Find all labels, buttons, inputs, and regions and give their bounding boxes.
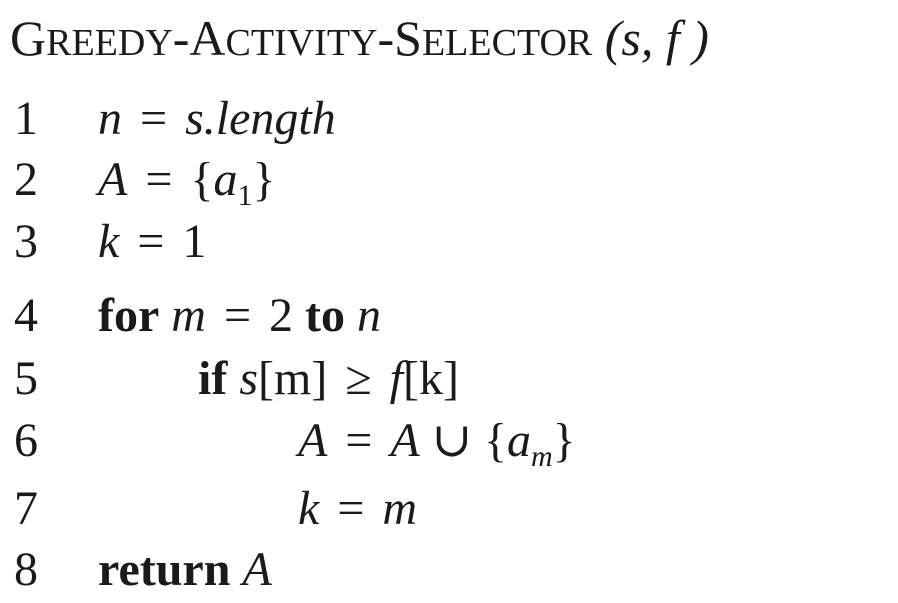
title-letter-a: -A [172, 10, 226, 66]
value: 1 [182, 215, 207, 268]
union-operator: ∪ [431, 414, 472, 467]
var-m: m [171, 289, 206, 342]
start-value: 2 [269, 289, 294, 342]
operator: = [337, 482, 365, 535]
var-m: m [382, 482, 418, 535]
operator: = [223, 289, 252, 342]
line-number: 6 [14, 414, 38, 467]
title-letters-ctivity: CTIVITY [225, 22, 378, 64]
keyword-to: to [305, 289, 346, 342]
line-number: 5 [14, 352, 38, 405]
procedure-title [10, 8, 709, 73]
title-letter-g: G [10, 10, 47, 66]
brace-close: } [552, 414, 576, 467]
var-a1: a [213, 153, 238, 206]
var-k: k [98, 215, 120, 268]
line-number: 1 [14, 92, 38, 145]
subscript: m [531, 440, 553, 473]
line-number: 3 [14, 215, 38, 268]
line-code [98, 287, 381, 345]
operator: = [137, 215, 165, 268]
keyword-for: for [98, 289, 160, 342]
line-code [298, 412, 576, 486]
index-k: [k] [403, 352, 459, 405]
expr-s-length: s.length [185, 92, 336, 145]
subscript: 1 [237, 179, 253, 212]
operator: = [140, 92, 168, 145]
var-a: A [298, 414, 328, 467]
title-params: (s, f ) [604, 10, 709, 66]
title-letters-elector: ELECTOR [421, 22, 593, 64]
brace-open: { [483, 414, 507, 467]
var-n: n [98, 92, 122, 145]
operator: = [345, 414, 373, 467]
var-a: A [98, 153, 128, 206]
line-number: 2 [14, 153, 38, 206]
keyword-return: return [98, 543, 231, 596]
line-number: 8 [14, 543, 38, 596]
index-m: [m] [258, 352, 328, 405]
var-a: A [242, 543, 272, 596]
var-n: n [357, 289, 382, 342]
brace-open: { [190, 153, 214, 206]
line-number: 4 [14, 289, 38, 342]
var-a-rhs: A [390, 414, 420, 467]
var-k: k [298, 482, 320, 535]
operator: = [145, 153, 173, 206]
line-code [198, 350, 459, 408]
brace-close: } [252, 153, 276, 206]
keyword-if: if [198, 352, 228, 405]
line-code [98, 213, 206, 271]
var-am: a [507, 414, 531, 467]
title-letters-reedy: REEDY [46, 22, 173, 64]
line-code [98, 541, 272, 599]
operator: ≥ [345, 352, 372, 405]
var-s: s [239, 352, 259, 405]
line-code [98, 90, 336, 148]
title-letter-s: -S [377, 10, 422, 66]
line-number: 7 [14, 482, 38, 535]
line-code [298, 480, 417, 538]
var-f: f [389, 352, 404, 405]
